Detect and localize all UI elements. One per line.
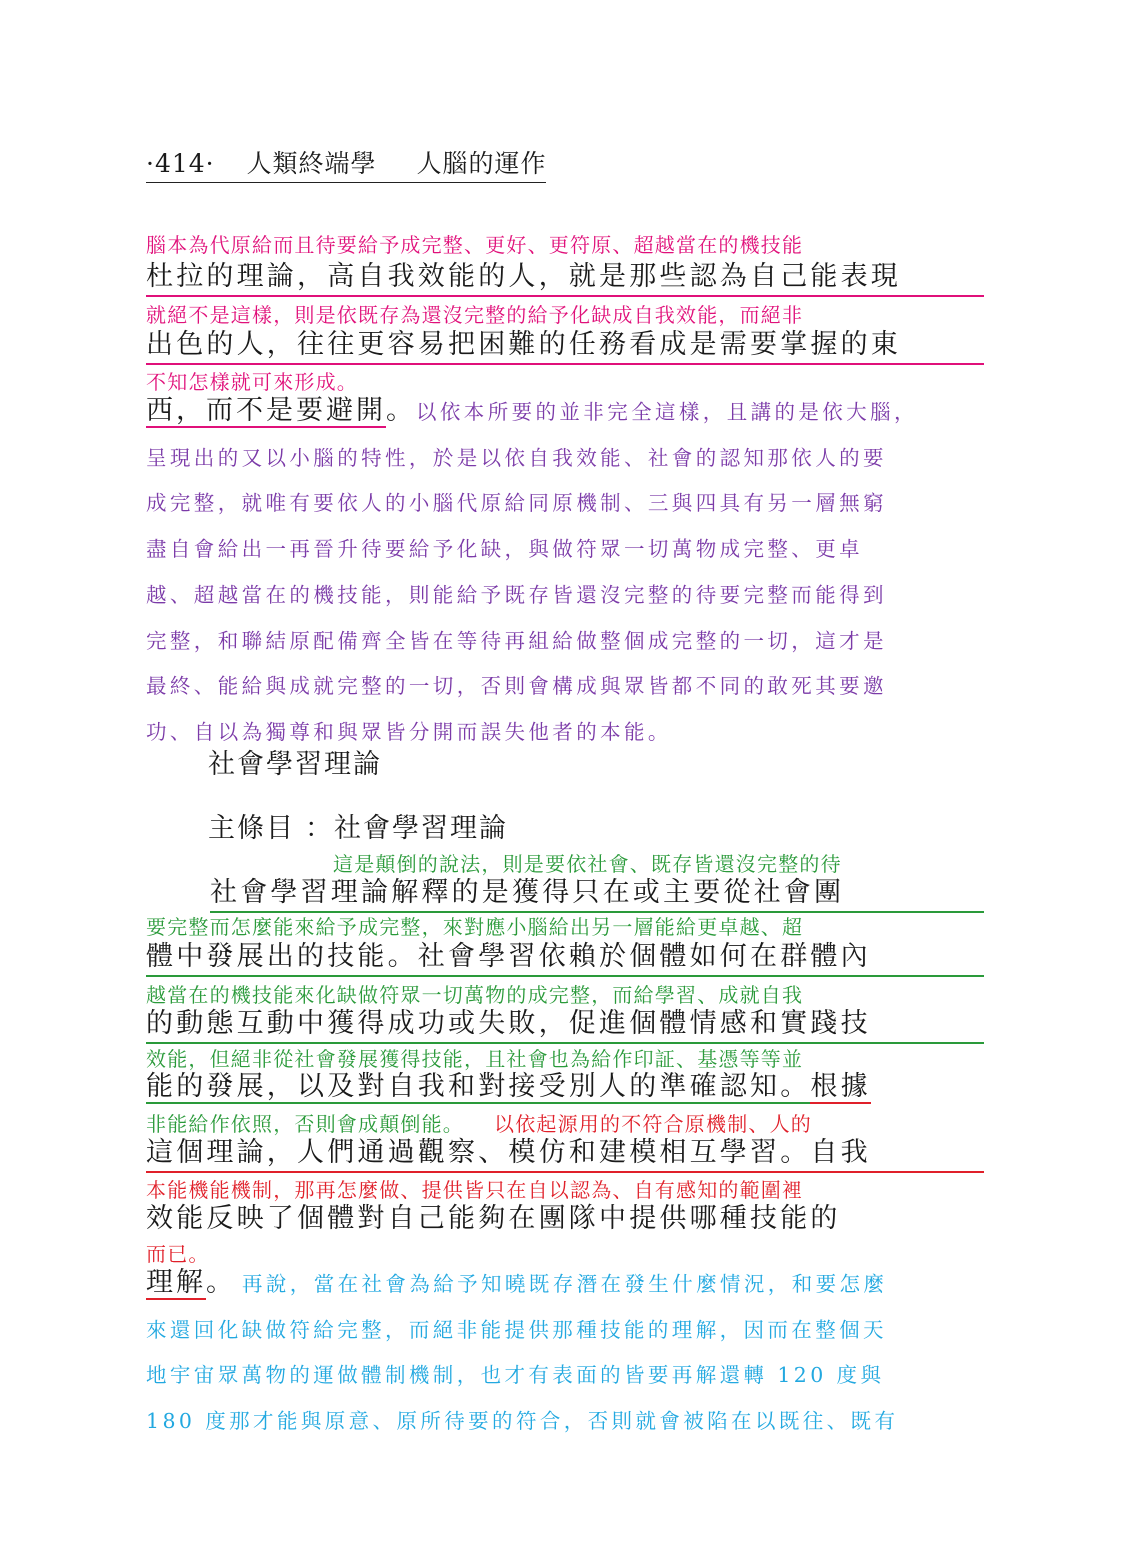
annotation-line: 腦本為代原給而且待要給予成完整、更好、更符原、超越當在的機技能 bbox=[146, 233, 804, 257]
annotation-fragment: 以依本所要的並非完全這樣，且講的是依大腦， bbox=[416, 400, 918, 424]
book-title: 人類終端學 bbox=[246, 149, 377, 178]
main-text-fragment: 理解 bbox=[146, 1267, 206, 1298]
paragraph-line: 完整，和聯結原配備齊全皆在等待再組給做整個成完整的一切，這才是 bbox=[146, 628, 887, 653]
main-text-fragment: 能的發展，以及對自我和對接受別人的準確認知。 bbox=[146, 1071, 811, 1102]
annotation-line: 而已。 bbox=[146, 1242, 210, 1266]
paragraph-line: 盡自會給出一再晉升待要給予化缺，與做符眾一切萬物成完整、更卓 bbox=[146, 537, 863, 562]
main-article-title: 社會學習理論 bbox=[334, 813, 508, 844]
main-text-line: 社會學習理論解釋的是獲得只在或主要從社會團 bbox=[210, 876, 984, 913]
annotation-fragment: 再說，當在社會為給予知曉既存潛在發生什麼情況，和要怎麼 bbox=[242, 1272, 888, 1296]
main-text-line bbox=[146, 1070, 984, 1105]
paragraph-line: 最終、能給與成就完整的一切，否則會構成與眾皆都不同的敢死其要邀 bbox=[146, 674, 887, 699]
main-text-fragment: 西，而不是要避開 bbox=[146, 395, 386, 426]
chapter-title: 人腦的運作 bbox=[416, 149, 547, 178]
paragraph-line: 180 度那才能與原意、原所待要的符合，否則就會被陷在以既往、既有 bbox=[146, 1409, 899, 1434]
main-text-fragment: 根據 bbox=[810, 1071, 871, 1102]
main-text-line: 效能反映了個體對自己能夠在團隊中提供哪種技能的 bbox=[146, 1203, 841, 1234]
paragraph-line: 來還回化缺做符給完整，而絕非能提供那種技能的理解，因而在整個天 bbox=[146, 1317, 887, 1342]
main-text-line: 杜拉的理論，高自我效能的人，就是那些認為自己能表現 bbox=[146, 260, 984, 297]
paragraph-line: 呈現出的又以小腦的特性，於是以依自我效能、社會的認知那依人的要 bbox=[146, 445, 887, 470]
main-text-line: 這個理論，人們通過觀察、模仿和建模相互學習。自我 bbox=[146, 1136, 984, 1173]
page-number: ·414· bbox=[146, 149, 215, 178]
main-article-label: 主條目 bbox=[208, 813, 295, 844]
main-article-reference: 主條目 ：社會學習理論 bbox=[208, 813, 508, 844]
annotation-line: 要完整而怎麼能來給予成完整，來對應小腦給出另一層能給更卓越、超 bbox=[146, 915, 804, 939]
annotation-fragment: 以依起源用的不符合原機制、人的 bbox=[494, 1112, 812, 1136]
annotation-line: 這是顛倒的說法，則是要依社會、既存皆還沒完整的待 bbox=[333, 852, 842, 876]
annotation-line: 不知怎樣就可來形成。 bbox=[146, 370, 358, 394]
main-text-line: 的動態互動中獲得成功或失敗，促進個體情感和實踐技 bbox=[146, 1007, 984, 1044]
paragraph-line: 地宇宙眾萬物的運做體制機制，也才有表面的皆要再解還轉 120 度與 bbox=[146, 1363, 885, 1388]
main-text-line: 體中發展出的技能。社會學習依賴於個體如何在群體內 bbox=[146, 940, 984, 977]
annotation-line: 本能機能機制，那再怎麼做、提供皆只在自以認為、自有感知的範圍裡 bbox=[146, 1178, 804, 1202]
annotation-line: 越當在的機技能來化缺做符眾一切萬物的成完整，而給學習、成就自我 bbox=[146, 983, 804, 1007]
annotation-line bbox=[146, 1112, 984, 1136]
running-header bbox=[146, 148, 546, 183]
paragraph-line: 功、自以為獨尊和與眾皆分開而誤失他者的本能。 bbox=[146, 719, 672, 744]
main-text-line: 出色的人，往往更容易把困難的任務看成是需要掌握的東 bbox=[146, 328, 984, 365]
annotation-line: 效能，但絕非從社會發展獲得技能，且社會也為給作印証、基憑等等並 bbox=[146, 1047, 804, 1071]
paragraph-line: 越、超越當在的機技能，則能給予既存皆還沒完整的待要完整而能得到 bbox=[146, 582, 887, 607]
annotation-paragraph: 西，而不是要避開。以依本所要的並非完全這樣，且講的是依大腦， 呈現出的又以小腦的特性，於是以依自我效能、社會的認知那依人的要 成完整，就唯有要依人的小腦代原給同原機制、三與四具有另一層無窮 盡自會給出一再晉升待要給予化缺，與做符眾一切萬物成完整、更卓 越、超越當在的機技能，則能給予既存皆還沒完整的待要完整而能得到 完整，和聯結原配備齊全皆在等待再組給做整個成完整的一切，這才是 最終、能給與成就完整的一切，否則會構成與眾皆都不同的敢死其要邀 功、自以為獨尊和與眾皆分開而誤失他者的本能。 bbox=[146, 388, 986, 756]
annotation-paragraph: 理解。 再說，當在社會為給予知曉既存潛在發生什麼情況，和要怎麼 來還回化缺做符給完整，而絕非能提供那種技能的理解，因而在整個天 地宇宙眾萬物的運做體制機制，也才有表面的皆要再解還轉 120 度與 180 度那才能與原意、原所待要的符合，否則就會被陷在以既往、既有 bbox=[146, 1260, 986, 1445]
annotation-fragment: 非能給作依照，否則會成顛倒能。 bbox=[146, 1112, 464, 1136]
annotation-line: 就絕不是這樣，則是依既存為還沒完整的給予化缺成自我效能，而絕非 bbox=[146, 303, 804, 327]
section-title: 社會學習理論 bbox=[208, 749, 382, 780]
paragraph-line: 成完整，就唯有要依人的小腦代原給同原機制、三與四具有另一層無窮 bbox=[146, 491, 887, 516]
